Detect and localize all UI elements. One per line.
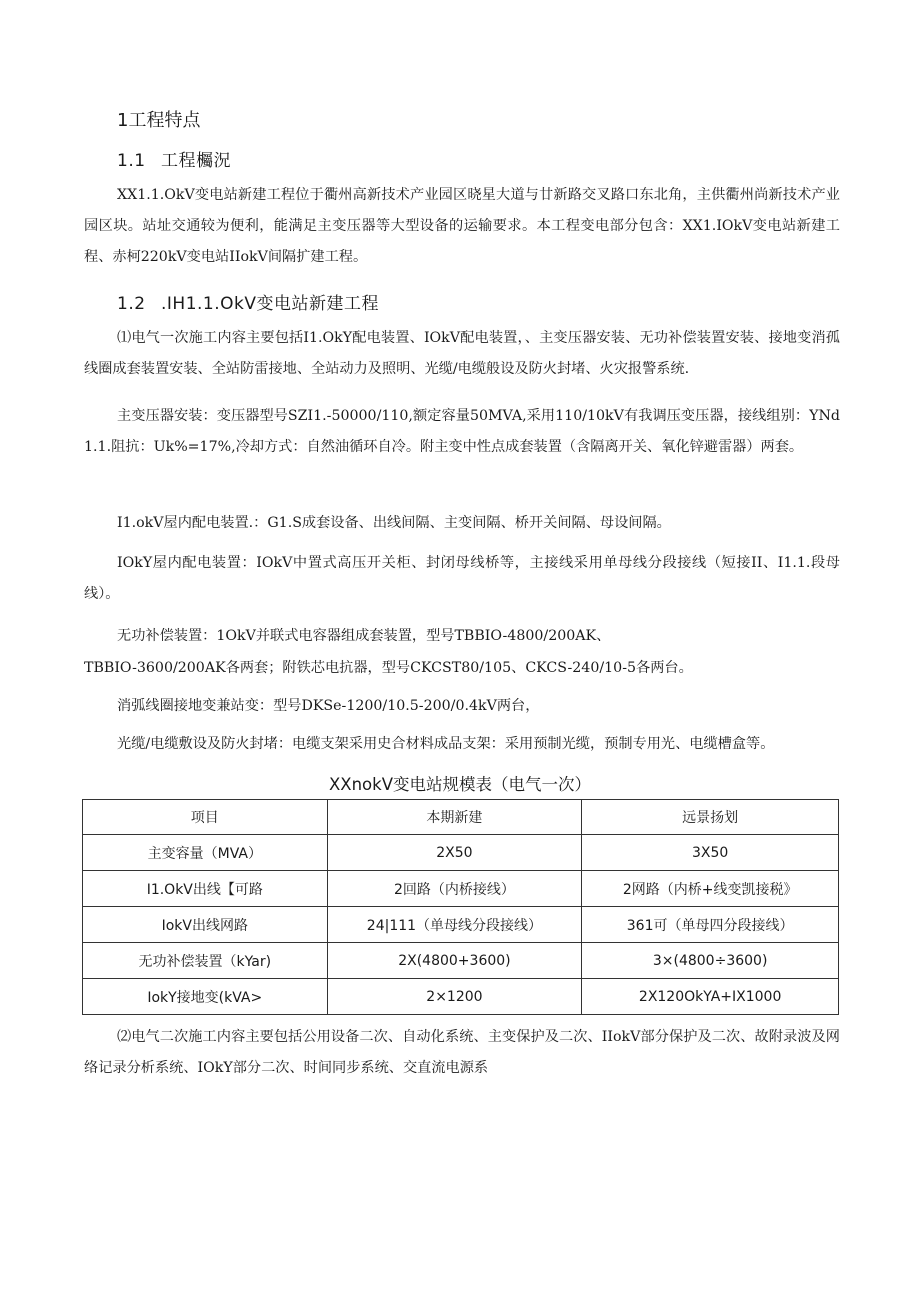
- paragraph-reactive-compensation-line1: 无功补偿装置：1OkV并联式电容器组成套装置，型号TBBIO-4800/200AK、: [117, 628, 611, 644]
- paragraph-primary-works: ⑴电气一次施工内容主要包括I1.OkY配电装置、IOkV配电装置，、主变压器安装、无功补偿装置安装、接地变消孤线圈成套装置安装、全站防雷接地、全站动力及照明、光缆/电缆般设及防火封堵、火灾报警系统.: [84, 330, 840, 377]
- table-header-row: [83, 800, 839, 835]
- table-row: [83, 943, 839, 979]
- paragraph-arc-suppression: 消弧线圈接地变兼站变：型号DKSe-1200/10.5-200/0.4kV两台，: [117, 698, 540, 714]
- paragraph-reactive-compensation-line2: TBBIO-3600/200AK各两套；附铁芯电抗器，型号CKCST80/105、CKCS-240/10-5各两台。: [84, 660, 693, 676]
- column-header: 本期新建: [327, 800, 582, 835]
- table-title: XXnokV变电站规模表（电气一次）: [328, 775, 591, 794]
- table-cell: IokV出线网路: [83, 907, 328, 943]
- table-cell: 2X50: [327, 835, 582, 871]
- table-row: [83, 835, 839, 871]
- table-cell: 24|111（单母线分段接线）: [327, 907, 582, 943]
- section-number: 1.2: [117, 294, 146, 314]
- table-cell: 2X120OkYA+IX1000: [582, 979, 839, 1015]
- table-cell: I1.OkV出线【可路: [83, 871, 328, 907]
- table-row: [83, 979, 839, 1015]
- heading-engineering-features: 1工程特点: [117, 110, 201, 131]
- section-title: 工程欘況: [161, 151, 231, 171]
- section-title: .IH1.1.OkV变电站新建工程: [161, 294, 379, 314]
- paragraph-cable-fireproofing: 光缆/电缆敷设及防火封堵：电缆支架采用史合材料成品支架：采用预制光缆，预制专用光、电缆槽盒等。: [117, 736, 775, 752]
- heading-section-1-2: [117, 289, 379, 314]
- substation-scale-table: [82, 799, 839, 1015]
- table-cell: 2回路（内桥接线）: [327, 871, 582, 907]
- column-header: 远景扬划: [582, 800, 839, 835]
- table-cell: IokY接地变(kVA>: [83, 979, 328, 1015]
- table-row: [83, 871, 839, 907]
- table-cell: 2网路（内桥+线变凯接税》: [582, 871, 839, 907]
- table-cell: 2×1200: [327, 979, 582, 1015]
- column-header: 项目: [83, 800, 328, 835]
- table-cell: 2X(4800+3600): [327, 943, 582, 979]
- paragraph-main-transformer: 主变压器安装：变压器型号SZI1.-50000/110,额定容量50MVA,采用110/10kV有我调压变压器，接线组别：YNd1.1.阻抗：Uk%=17%,冷却方式：自然油循环自冷。附主变中性点成套装置（含隔离开关、氧化锌避雷器）两套。: [84, 408, 840, 455]
- table-row: [83, 907, 839, 943]
- paragraph-110kv-switchgear: I1.okV屋内配电装置.：G1.S成套设备、出线间隔、主变间隔、桥开关间隔、母设间隔。: [117, 515, 671, 531]
- heading-section-1-1: [117, 146, 231, 171]
- table-cell: 3X50: [582, 835, 839, 871]
- table-cell: 3×(4800÷3600): [582, 943, 839, 979]
- table-cell: 无功补偿装置（kYar): [83, 943, 328, 979]
- table-cell: 361可（单母四分段接线）: [582, 907, 839, 943]
- table-cell: 主变容量（MVA）: [83, 835, 328, 871]
- paragraph-secondary-works: ⑵电气二次施工内容主要包括公用设备二次、自动化系统、主变保护及二次、IIokV部分保护及二次、故附录波及网络记录分析系统、IOkY部分二次、时间同步系统、交直流电源系: [84, 1029, 840, 1076]
- section-number: 1.1: [117, 151, 146, 171]
- paragraph-overview: XX1.1.OkV变电站新建工程位于衢州高新技术产业园区晓星大道与廿新路交叉路口东北角，主供衢州尚新技术产业园区块。站址交通较为便利，能满足主变压器等大型设备的运输要求。本工程变电部分包含：XX1.IOkV变电站新建工程、赤柯220kV变电站IIokV间隔扩建工程。: [84, 187, 840, 265]
- paragraph-10kv-switchgear: IOkY屋内配电装置：IOkV中置式高压开关柜、封闭母线桥等，主接线采用单母线分段接线（短接II、I1.1.段母线）。: [84, 555, 840, 602]
